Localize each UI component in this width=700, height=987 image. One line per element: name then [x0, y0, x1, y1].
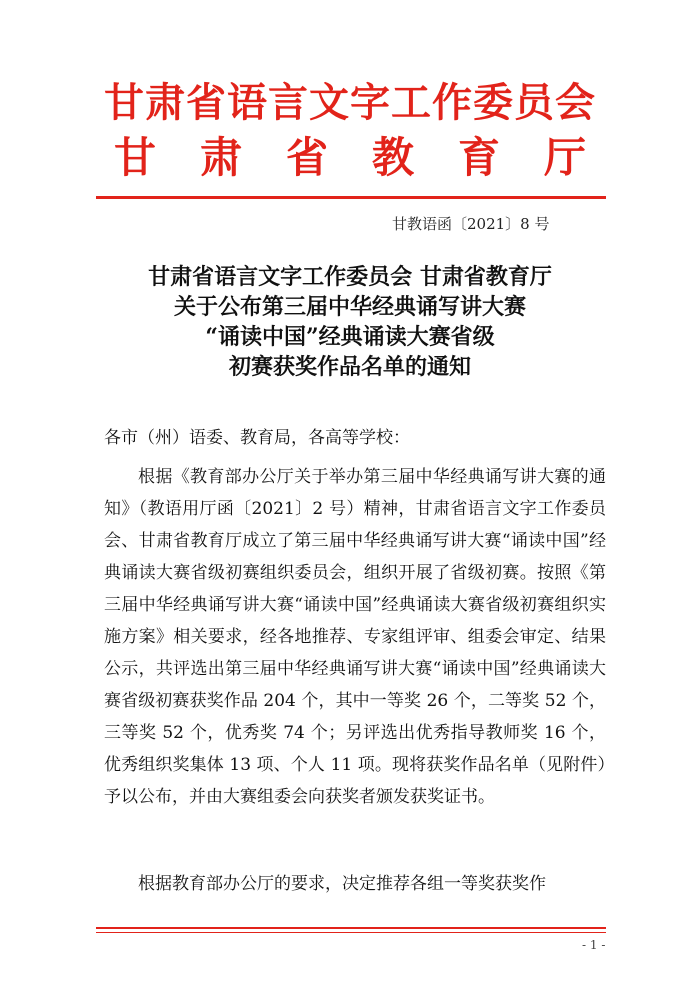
- title-line: 关于公布第三届中华经典诵写讲大赛: [173, 294, 526, 320]
- page-number: - 1 -: [582, 938, 606, 952]
- document-number: 甘教语函〔2021〕8 号: [392, 215, 550, 233]
- body-paragraph: 根据教育部办公厅的要求，决定推荐各组一等奖获奖作: [138, 874, 546, 894]
- header-divider: [96, 196, 606, 199]
- issuer-name-1: 甘肃省语言文字工作委员会: [104, 79, 596, 126]
- footer-divider: [96, 927, 606, 929]
- title-line: “诵读中国”经典诵读大赛省级: [205, 324, 495, 350]
- issuer-name-2: 甘肃省教育厅: [113, 133, 630, 182]
- title-line: 初赛获奖作品名单的通知: [228, 354, 471, 380]
- title-line: 甘肃省语言文字工作委员会 甘肃省教育厅: [148, 264, 552, 290]
- footer-divider-thin: [96, 932, 606, 933]
- salutation: 各市（州）语委、教育局，各高等学校：: [104, 428, 410, 448]
- body-paragraph: 根据《教育部办公厅关于举办第三届中华经典诵写讲大赛的通知》（教语用厅函〔2021〕2 号）精神，甘肃省语言文字工作委员会、甘肃省教育厅成立了第三届中华经典诵写讲大赛“诵读中国”经典诵读大赛省级初赛组织委员会，组织开展了省级初赛。按照《第三届中华经典诵写讲大赛“诵读中国”经典诵读大赛省级初赛组织实施方案》相关要求，经各地推荐、专家组评审、组委会审定、结果公示，共评选出第三届中华经典诵写讲大赛“诵读中国”经典诵读大赛省级初赛获奖作品 204 个，其中一等奖 26 个，二等奖 52 个，三等奖 52 个，优秀奖 74 个；另评选出优秀指导教师奖 16 个，优秀组织奖集体 13 项、个人 11 项。现将获奖作品名单（见附件）予以公布，并由大赛组委会向获奖者颁发获奖证书。: [104, 467, 606, 807]
